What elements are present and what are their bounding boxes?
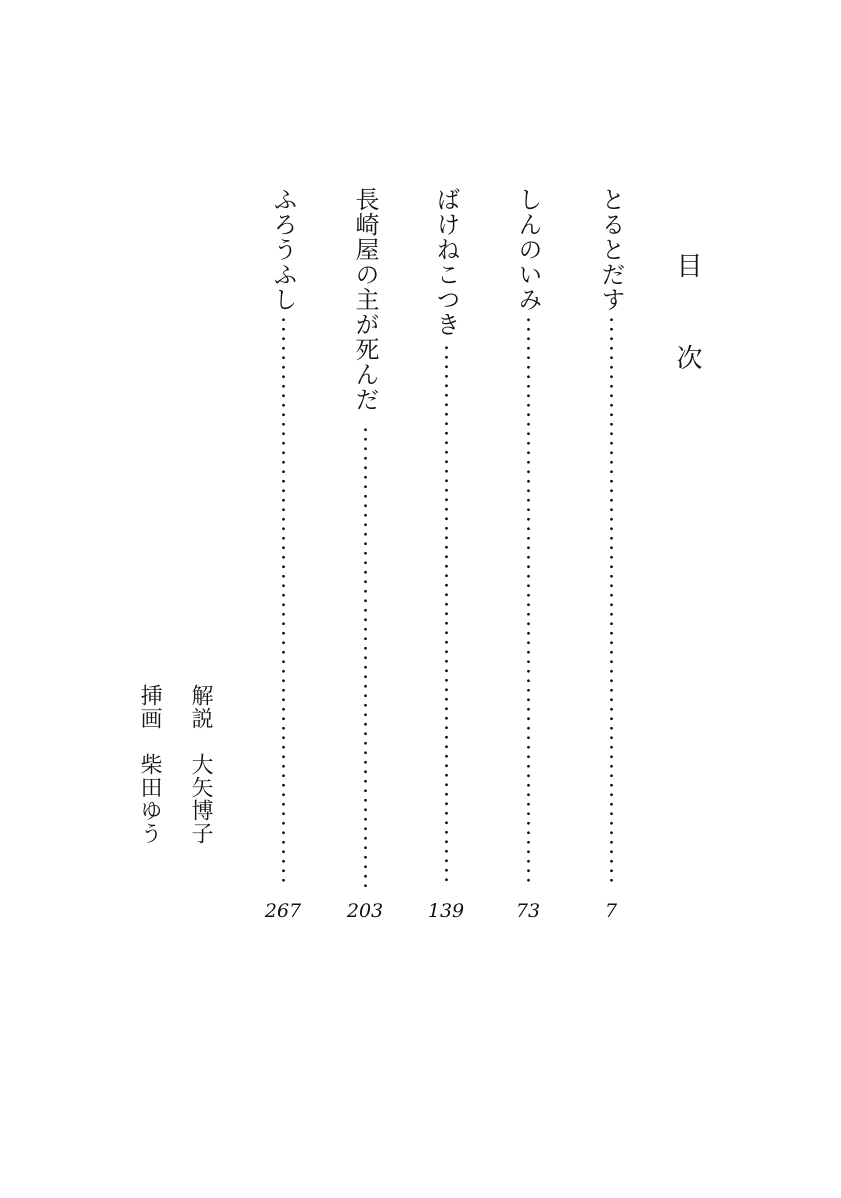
toc-entry-page-number: 73 (515, 900, 541, 922)
toc-entry-title: ふろうふし (269, 187, 297, 312)
toc-entry-page-number: 7 (604, 900, 618, 922)
toc-entry-furou-fushi[interactable] (268, 187, 298, 887)
credit-illustration: 挿画 柴田ゆう (137, 684, 162, 845)
dot-leader (364, 425, 367, 887)
toc-entry-title: とるとだす (597, 187, 625, 312)
toc-entry-title: しんのいみ (514, 187, 542, 312)
toc-entry-shin-no-imi[interactable] (513, 187, 543, 887)
dot-leader (610, 315, 613, 887)
dot-leader (527, 315, 530, 887)
toc-entry-title: ばけねこつき (432, 187, 460, 337)
toc-heading-char-1: 目 (672, 252, 702, 278)
toc-entry-nagasakiya-no-aruji[interactable] (350, 187, 380, 887)
toc-entry-page-number: 267 (264, 900, 302, 922)
dot-leader (445, 343, 448, 887)
toc-heading (669, 252, 706, 370)
toc-entry-page-number: 203 (346, 900, 384, 922)
toc-entry-bakeneko-tsuki[interactable] (431, 187, 461, 887)
toc-entry-page-number: 139 (427, 900, 465, 922)
credit-commentary: 解説 大矢博子 (188, 684, 213, 845)
toc-heading-char-2: 次 (672, 344, 702, 370)
dot-leader (282, 315, 285, 887)
toc-entry-title: 長崎屋の主が死んだ (351, 187, 379, 412)
toc-entry-toru-to-dasu[interactable] (596, 187, 626, 887)
